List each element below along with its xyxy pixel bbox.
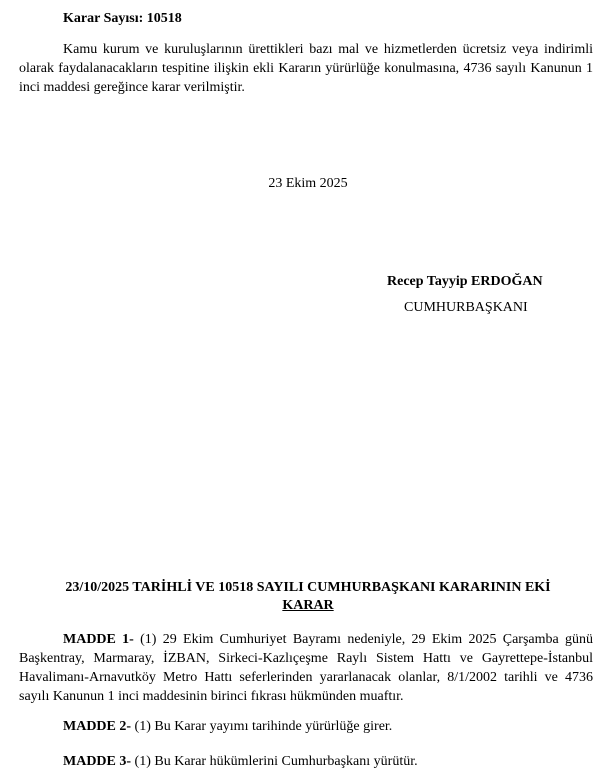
signature-surname: ERDOĞAN xyxy=(471,274,543,289)
decree-date: 23 Ekim 2025 xyxy=(268,176,348,191)
article-2-label: MADDE 2- xyxy=(63,719,132,734)
decree-body: Kamu kurum ve kuruluşlarının ürettikleri bazı mal ve hizmetlerden ücretsiz veya indirimli olarak faydalanacakların tespitine ilişkin ekli Kararın yürürlüğe konulmasına, 4736 sayılı Kanunun 1 inci maddesi gereğince karar verilmiştir. xyxy=(19,42,593,95)
article-1 xyxy=(19,630,593,706)
article-1-text: (1) 29 Ekim Cumhuriyet Bayramı nedeniyle, 29 Ekim 2025 Çarşamba günü Başkentray, Marmaray, İZBAN, Sirkeci-Kazlıçeşme Raylı Sistem Hattı ve Gayrettepe-İstanbul Havalimanı-Arnavutköy Metro Hattı seferlerinden yararlanacak olanlar, 8/1/2002 tarihli ve 4736 sayılı Kanunun 1 inci maddesinin birinci fıkrası hükmünden muaftır. xyxy=(19,632,593,704)
signature-first-names: Recep Tayyip xyxy=(387,274,472,289)
article-3 xyxy=(19,752,593,771)
annex-title-line2 xyxy=(0,596,616,615)
article-3-label: MADDE 3- xyxy=(63,754,132,769)
article-2-text: (1) Bu Karar yayımı tarihinde yürürlüğe girer. xyxy=(131,719,393,734)
decree-number: Karar Sayısı: 10518 xyxy=(63,11,182,26)
article-3-text: (1) Bu Karar hükümlerini Cumhurbaşkanı yürütür. xyxy=(131,754,418,769)
signature-name xyxy=(387,272,543,291)
article-1-label: MADDE 1- xyxy=(63,632,134,647)
signature-title: CUMHURBAŞKANI xyxy=(404,300,528,315)
annex-title-karar: KARAR xyxy=(282,598,334,613)
article-2 xyxy=(19,717,593,736)
annex-title-line1: 23/10/2025 TARİHLİ VE 10518 SAYILI CUMHURBAŞKANI KARARININ EKİ xyxy=(65,580,551,595)
